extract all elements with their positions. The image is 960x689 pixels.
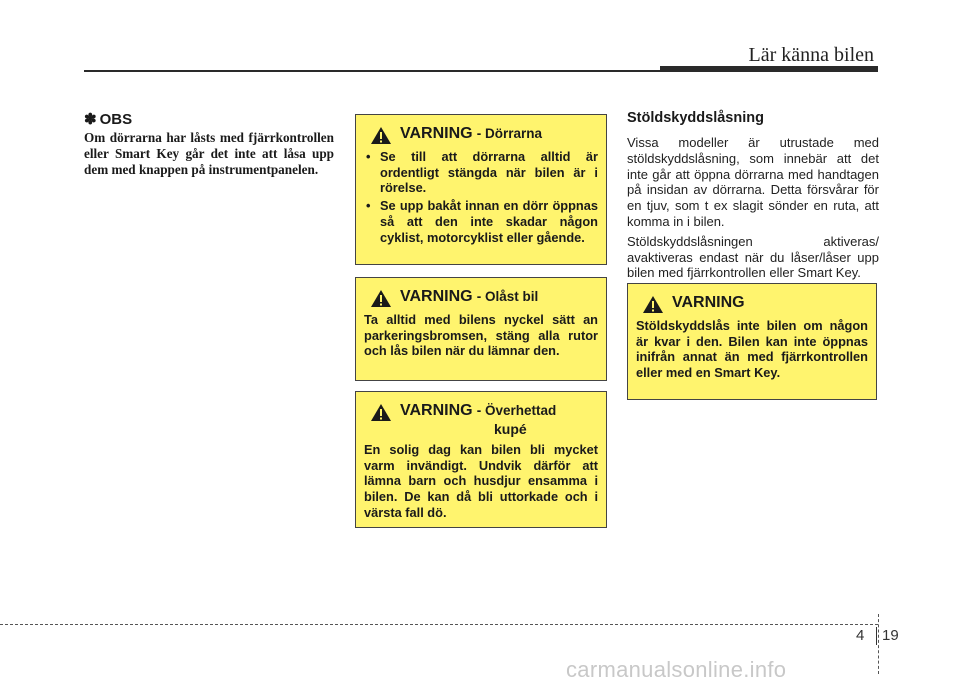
warning-title bbox=[400, 402, 556, 438]
warning-doors bbox=[355, 114, 607, 265]
page-number: 19 bbox=[882, 627, 899, 644]
warning-header bbox=[370, 125, 598, 145]
footer-crop-mark bbox=[878, 614, 879, 674]
warning-word: VARNING bbox=[400, 402, 473, 419]
warning-bullet: • Se upp bakåt innan en dörr öppnas så att den inte skadar någon cyklist, motorcyklist eller gående. bbox=[366, 198, 598, 245]
warning-word: VARNING bbox=[400, 125, 473, 142]
warning-bullet-text: Se till att dörrarna alltid är ordentligt stängda när bilen är i rörelse. bbox=[380, 149, 598, 196]
warning-word: VARNING bbox=[672, 294, 745, 311]
obs-note bbox=[84, 110, 334, 178]
obs-heading-label: OBS bbox=[99, 111, 133, 128]
star-icon: ✽ bbox=[84, 111, 97, 128]
page-number-separator bbox=[876, 627, 877, 645]
warning-subtitle: - Olåst bil bbox=[476, 289, 539, 304]
warning-triangle-icon bbox=[642, 295, 664, 314]
warning-triangle-icon bbox=[370, 289, 392, 308]
warning-title bbox=[672, 294, 745, 312]
warning-header bbox=[370, 402, 598, 438]
warning-text: Stöldskyddslås inte bilen om någon är kvar i den. Bilen kan inte öppnas inifrån annat än med fjärrkontrollen eller med en Smart Key. bbox=[636, 318, 868, 381]
warning-bullet-list bbox=[364, 149, 598, 245]
warning-header bbox=[370, 288, 598, 308]
obs-text: Om dörrarna har låsts med fjärrkontrollen eller Smart Key går det inte att låsa upp dem med knappen på instrumentpanelen. bbox=[84, 130, 334, 177]
warning-bullet: • Se till att dörrarna alltid är ordentligt stängda när bilen är i rörelse. bbox=[366, 149, 598, 196]
warning-subtitle: - Överhettad bbox=[476, 403, 557, 418]
header-rule bbox=[84, 70, 660, 72]
warning-triangle-icon bbox=[370, 403, 392, 422]
warning-header bbox=[642, 294, 868, 314]
warning-word: VARNING bbox=[400, 288, 473, 305]
warning-title bbox=[400, 288, 538, 306]
obs-heading bbox=[84, 110, 334, 128]
theft-lock-paragraph: Vissa modeller är utrustade med stöldskyddslåsning, som innebär att det inte går att öppna dörrarna med handtagen på insidan av dörrarna. Detta försvårar för en tjuv, som t ex slagit sönder en ruta, att komma in i bilen. bbox=[627, 135, 879, 229]
section-title: Lär känna bilen bbox=[748, 44, 874, 66]
theft-lock-heading: Stöldskyddslåsning bbox=[627, 110, 764, 126]
footer-rule bbox=[0, 624, 878, 625]
warning-text: En solig dag kan bilen bli mycket varm invändigt. Undvik därför att lämna barn och husdjur ensamma i bilen. De kan då bli uttorkade och i värsta fall dö. bbox=[364, 442, 598, 520]
watermark: carmanualsonline.info bbox=[566, 657, 787, 682]
warning-overheated-cabin bbox=[355, 391, 607, 528]
warning-unlocked-car bbox=[355, 277, 607, 381]
theft-lock-paragraph: Stöldskyddslåsningen aktiveras/ avaktiveras endast när du låser/låser upp bilen med fjärrkontrollen eller Smart Key. bbox=[627, 233, 879, 281]
warning-theft-lock bbox=[627, 283, 877, 400]
warning-text: Ta alltid med bilens nyckel sätt an parkeringsbromsen, stäng alla rutor och lås bilen när du lämnar den. bbox=[364, 312, 598, 359]
warning-triangle-icon bbox=[370, 126, 392, 145]
warning-bullet-text: Se upp bakåt innan en dörr öppnas så att den inte skadar någon cyklist, motorcyklist eller gående. bbox=[380, 198, 598, 245]
warning-subtitle: - Dörrarna bbox=[476, 126, 543, 141]
warning-subtitle-line2: kupé bbox=[494, 421, 527, 437]
theft-lock-section bbox=[627, 110, 879, 285]
warning-title bbox=[400, 125, 542, 143]
header-rule-thick bbox=[660, 66, 878, 72]
chapter-number: 4 bbox=[856, 627, 865, 644]
